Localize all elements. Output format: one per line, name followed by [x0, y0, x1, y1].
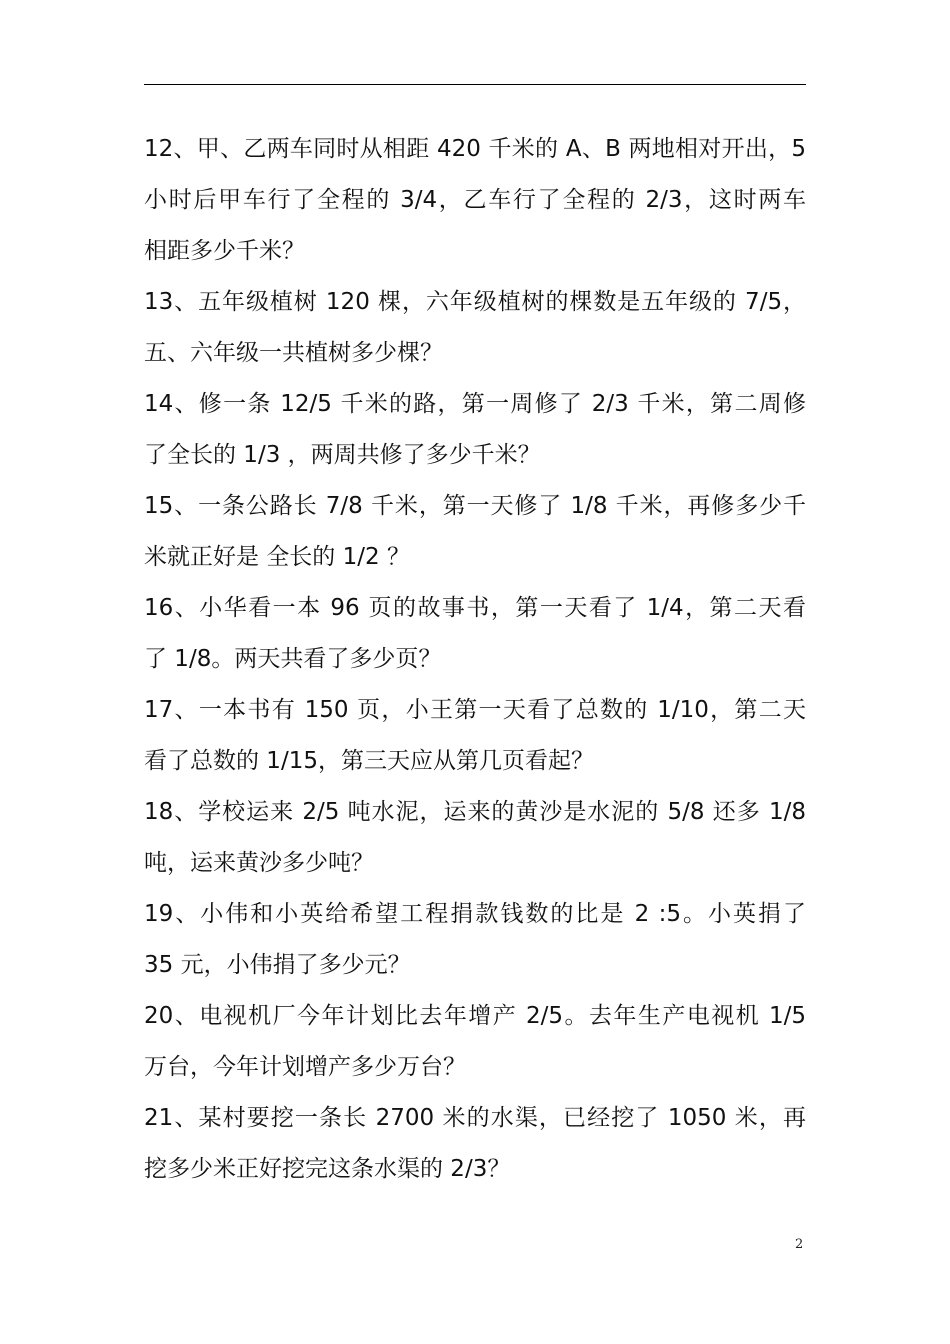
problem-20	[144, 991, 806, 1093]
problem-line: 五、六年级一共植树多少棵？	[144, 340, 443, 366]
problem-line: 17、一本书有 150 页，小王第一天看了总数的 1/10，第二天	[144, 697, 806, 723]
problem-line: 14、修一条 12/5 千米的路，第一周修了 2/3 千米，第二周修	[144, 391, 806, 417]
problem-17	[144, 685, 806, 787]
problem-list	[144, 124, 806, 1195]
problem-line: 了全长的 1/3 ，两周共修了多少千米？	[144, 442, 541, 468]
problem-line: 18、学校运来 2/5 吨水泥，运来的黄沙是水泥的 5/8 还多 1/8	[144, 799, 806, 825]
problem-line: 相距多少千米？	[144, 238, 305, 264]
problem-line: 万台，今年计划增产多少万台？	[144, 1054, 466, 1080]
problem-line: 米就正好是 全长的 1/2 ？	[144, 544, 410, 570]
problem-18	[144, 787, 806, 889]
problem-line: 19、小伟和小英给希望工程捐款钱数的比是 2 :5。小英捐了	[144, 901, 806, 927]
problem-line: 35 元，小伟捐了多少元？	[144, 952, 411, 978]
problem-line: 12、甲、乙两车同时从相距 420 千米的 A、B 两地相对开出，5	[144, 136, 806, 162]
problem-line: 13、五年级植树 120 棵，六年级植树的棵数是五年级的 7/5，	[144, 289, 806, 315]
problem-21	[144, 1093, 806, 1195]
problem-15	[144, 481, 806, 583]
problem-16	[144, 583, 806, 685]
header-rule	[144, 84, 806, 85]
problem-line: 小时后甲车行了全程的 3/4，乙车行了全程的 2/3，这时两车	[144, 187, 806, 213]
problem-line: 了 1/8。两天共看了多少页？	[144, 646, 442, 672]
problem-line: 吨，运来黄沙多少吨？	[144, 850, 374, 876]
problem-line: 16、小华看一本 96 页的故事书，第一天看了 1/4，第二天看	[144, 595, 806, 621]
page-number: 2	[795, 1237, 804, 1252]
problem-line: 20、电视机厂今年计划比去年增产 2/5。去年生产电视机 1/5	[144, 1003, 806, 1029]
problem-19	[144, 889, 806, 991]
problem-line: 看了总数的 1/15，第三天应从第几页看起？	[144, 748, 594, 774]
problem-13	[144, 277, 806, 379]
problem-14	[144, 379, 806, 481]
problem-line: 21、某村要挖一条长 2700 米的水渠，已经挖了 1050 米，再	[144, 1105, 806, 1131]
problem-line: 15、一条公路长 7/8 千米，第一天修了 1/8 千米，再修多少千	[144, 493, 806, 519]
problem-line: 挖多少米正好挖完这条水渠的 2/3？	[144, 1156, 511, 1182]
problem-12	[144, 124, 806, 277]
